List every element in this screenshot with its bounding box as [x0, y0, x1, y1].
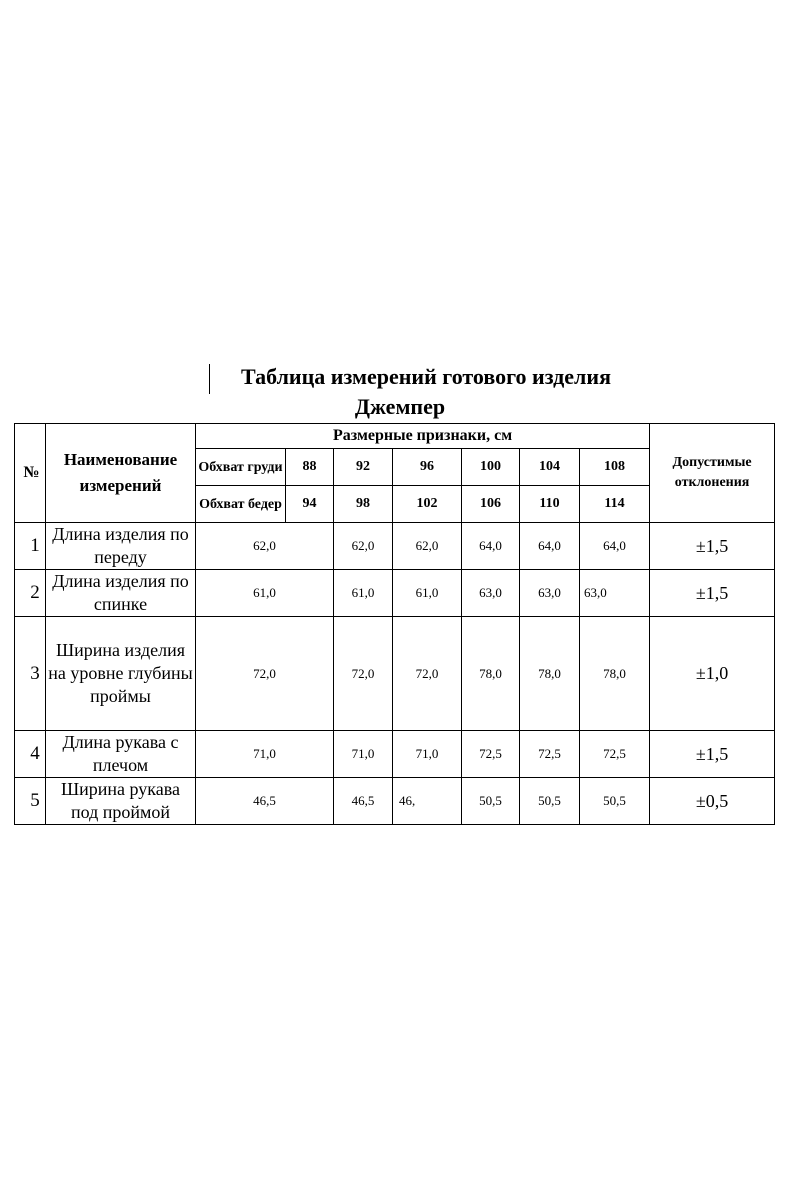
header-row-1 — [15, 424, 775, 449]
row-number: 4 — [15, 731, 46, 778]
value-cell: 71,0 — [334, 731, 393, 778]
table-row — [15, 778, 775, 825]
chest-size: 100 — [462, 449, 520, 486]
header-tolerance: Допустимые отклонения — [650, 424, 775, 523]
chest-size: 92 — [334, 449, 393, 486]
measurement-name: Ширина рукава под проймой — [46, 778, 196, 825]
value-cell: 71,0 — [196, 731, 334, 778]
value-cell: 46,5 — [196, 778, 334, 825]
value-cell: 72,0 — [334, 617, 393, 731]
chest-size: 96 — [393, 449, 462, 486]
header-name: Наименование измерений — [46, 424, 196, 523]
chest-label: Обхват груди — [196, 449, 286, 486]
value-cell: 78,0 — [462, 617, 520, 731]
value-cell: 46, — [393, 778, 462, 825]
hip-size: 106 — [462, 486, 520, 523]
measurement-name: Длина изделия по переду — [46, 523, 196, 570]
document-title: Таблица измерений готового изделия — [241, 364, 611, 389]
value-cell: 78,0 — [580, 617, 650, 731]
value-cell: 72,5 — [580, 731, 650, 778]
value-cell: 72,5 — [520, 731, 580, 778]
chest-size: 104 — [520, 449, 580, 486]
value-cell: 46,5 — [334, 778, 393, 825]
tolerance-cell: ±1,0 — [650, 617, 775, 731]
table-row — [15, 570, 775, 617]
value-cell: 50,5 — [520, 778, 580, 825]
title-block — [0, 362, 800, 422]
value-cell: 72,0 — [196, 617, 334, 731]
table-row — [15, 617, 775, 731]
measurement-name: Длина изделия по спинке — [46, 570, 196, 617]
hips-label: Обхват бедер — [196, 486, 286, 523]
value-cell: 71,0 — [393, 731, 462, 778]
hip-size: 110 — [520, 486, 580, 523]
value-cell: 61,0 — [334, 570, 393, 617]
header-num: № — [15, 424, 46, 523]
row-number: 1 — [15, 523, 46, 570]
table-row — [15, 523, 775, 570]
document-subtitle: Джемпер — [354, 394, 446, 419]
value-cell: 61,0 — [196, 570, 334, 617]
row-number: 5 — [15, 778, 46, 825]
value-cell: 64,0 — [580, 523, 650, 570]
value-cell: 62,0 — [196, 523, 334, 570]
hip-size: 114 — [580, 486, 650, 523]
measurement-name: Длина рукава с плечом — [46, 731, 196, 778]
hip-size: 102 — [393, 486, 462, 523]
row-number: 3 — [15, 617, 46, 731]
tolerance-cell: ±0,5 — [650, 778, 775, 825]
hip-size: 94 — [286, 486, 334, 523]
value-cell: 64,0 — [462, 523, 520, 570]
value-cell: 62,0 — [334, 523, 393, 570]
tolerance-cell: ±1,5 — [650, 570, 775, 617]
value-cell: 72,0 — [393, 617, 462, 731]
tolerance-cell: ±1,5 — [650, 731, 775, 778]
measurement-name: Ширина изделия на уровне глубины проймы — [46, 617, 196, 731]
value-cell: 63,0 — [580, 570, 650, 617]
value-cell: 61,0 — [393, 570, 462, 617]
chest-size: 108 — [580, 449, 650, 486]
header-size-features: Размерные признаки, см — [196, 424, 650, 449]
hip-size: 98 — [334, 486, 393, 523]
value-cell: 62,0 — [393, 523, 462, 570]
row-number: 2 — [15, 570, 46, 617]
value-cell: 50,5 — [462, 778, 520, 825]
measurement-table — [14, 423, 775, 825]
value-cell: 63,0 — [462, 570, 520, 617]
value-cell: 63,0 — [520, 570, 580, 617]
value-cell: 72,5 — [462, 731, 520, 778]
value-cell: 50,5 — [580, 778, 650, 825]
tolerance-cell: ±1,5 — [650, 523, 775, 570]
value-cell: 64,0 — [520, 523, 580, 570]
table-row — [15, 731, 775, 778]
value-cell: 78,0 — [520, 617, 580, 731]
chest-size: 88 — [286, 449, 334, 486]
